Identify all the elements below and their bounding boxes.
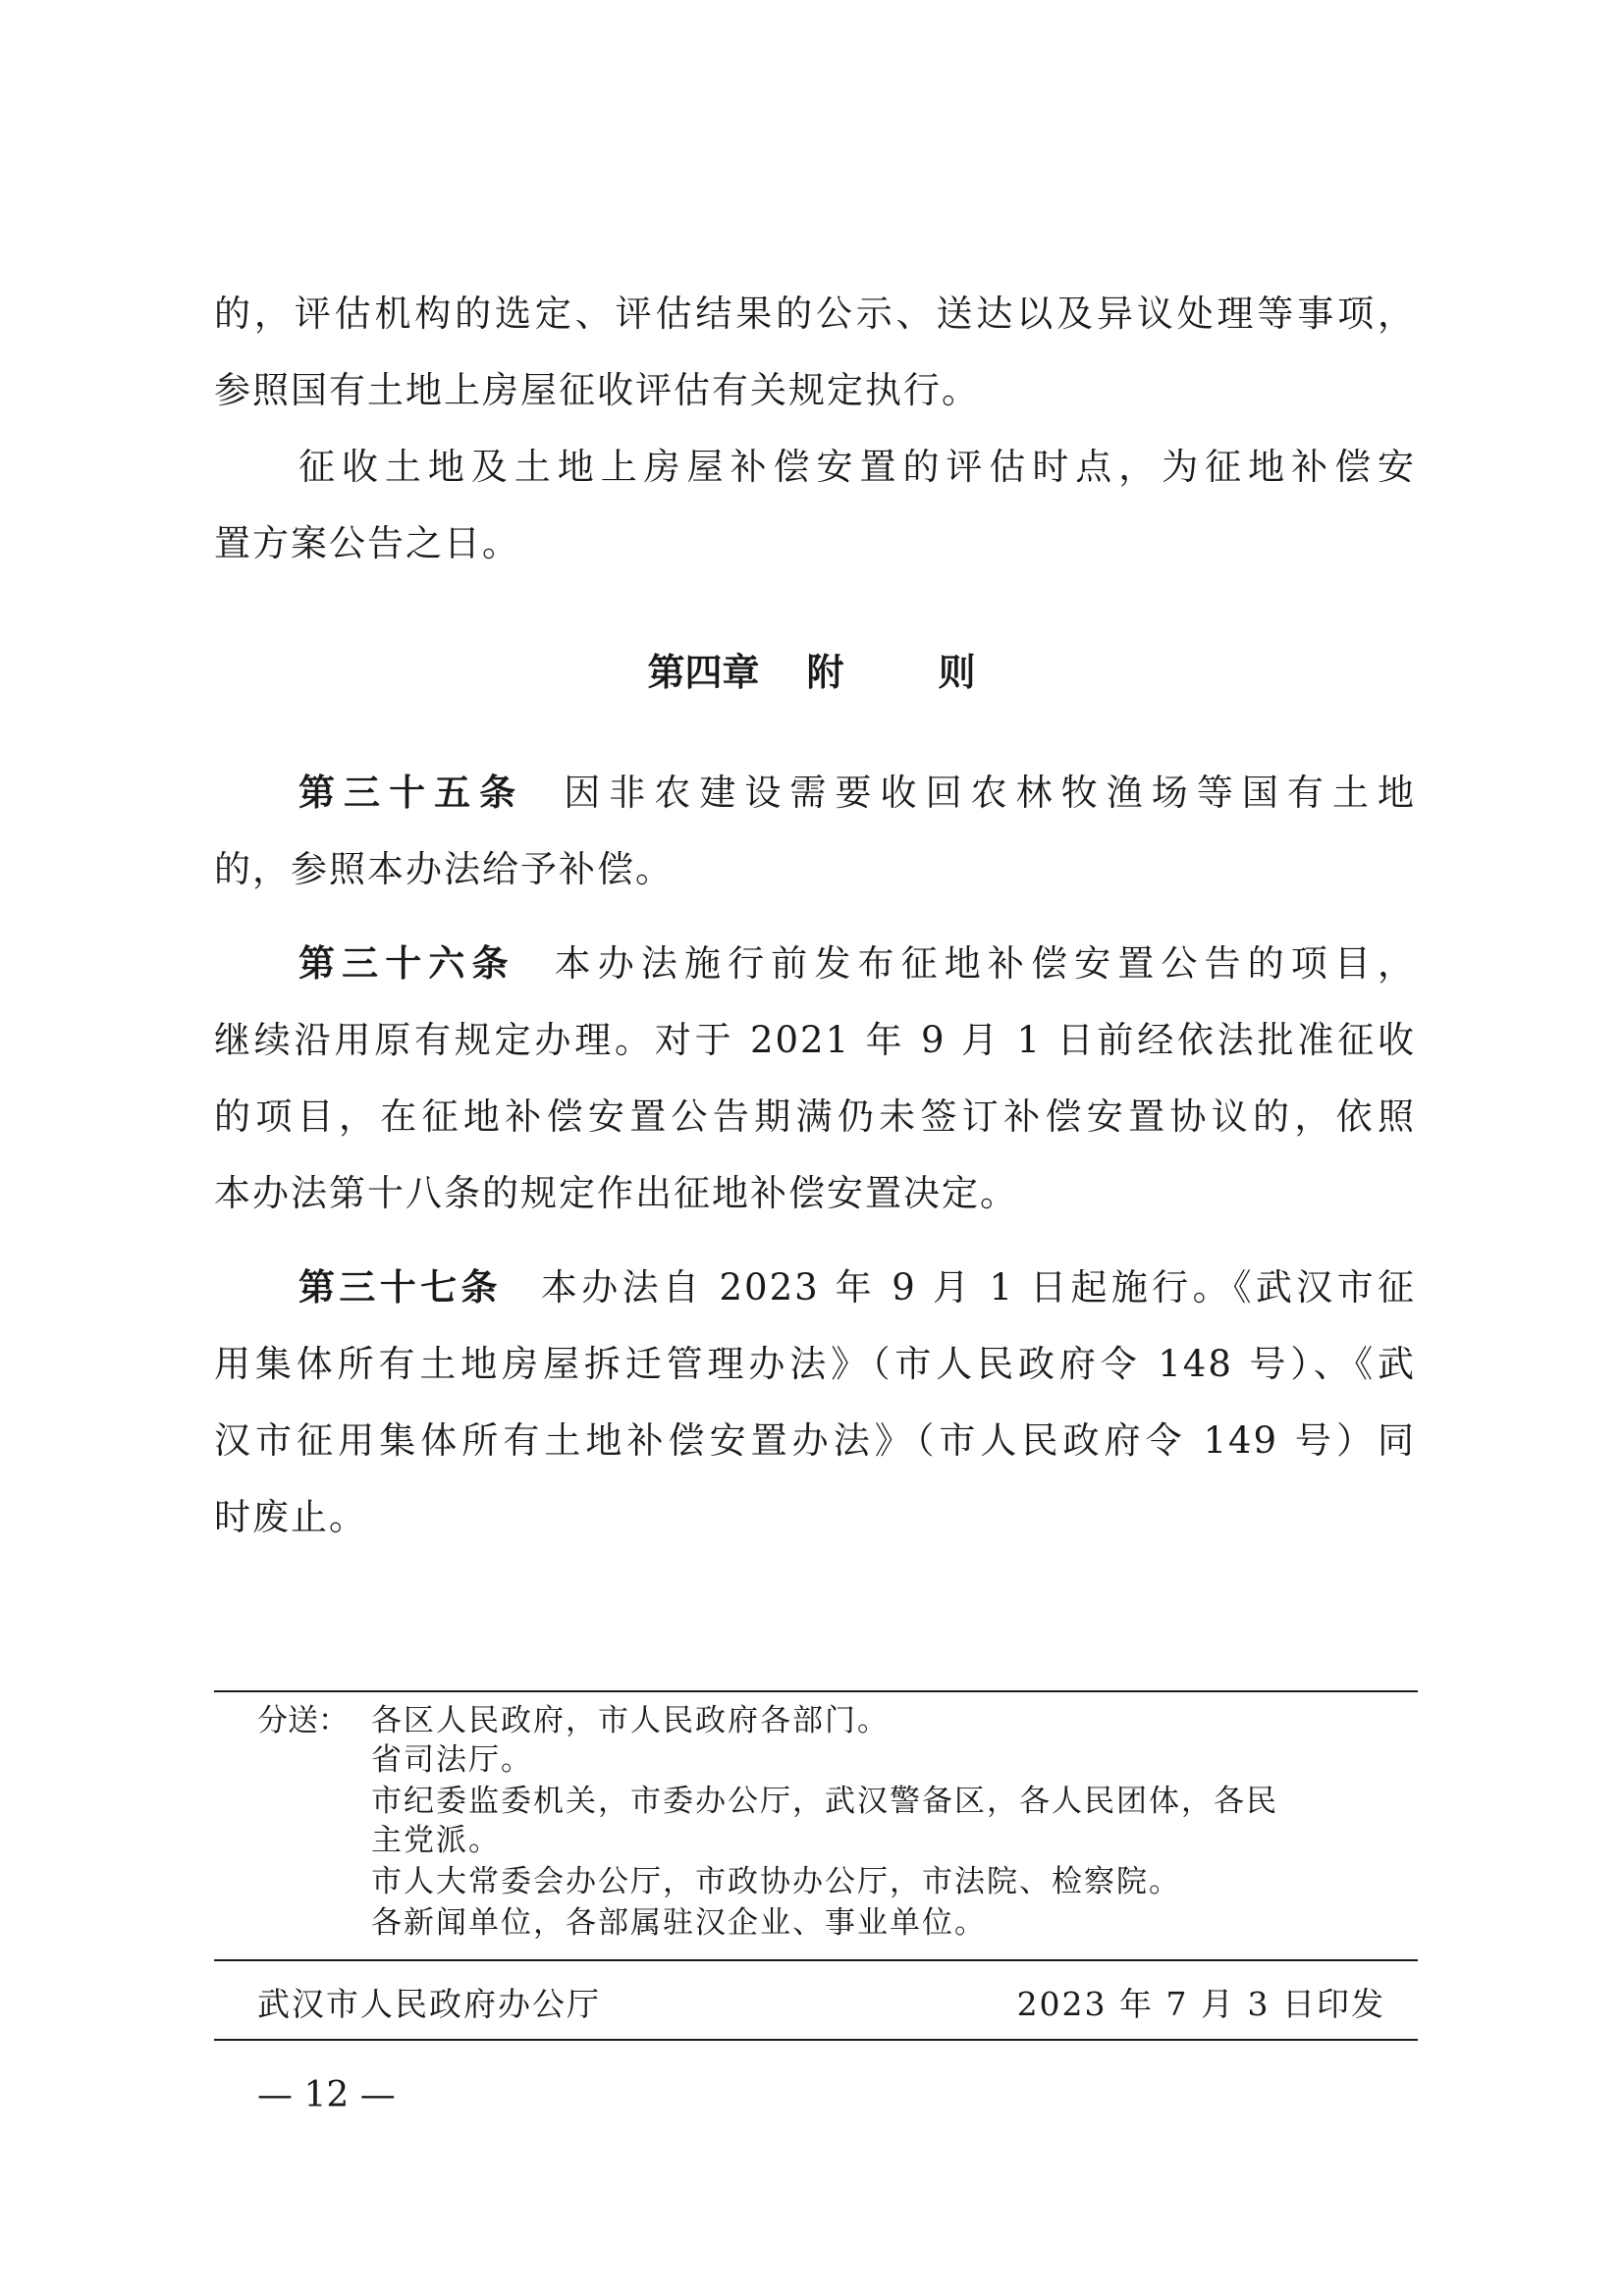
article-35-line — [298, 769, 1416, 818]
article-text: 因非农建设需要收回农林牧渔场等国有土地 — [564, 772, 1417, 814]
article-37-line — [298, 1263, 1416, 1312]
body-line: 置方案公告之日。 — [214, 522, 520, 564]
article-35-heading: 第三十五条 — [298, 772, 525, 814]
divider-bottom — [214, 2039, 1418, 2041]
body-line: 汉市征用集体所有土地补偿安置办法》（市人民政府令 149 号）同 — [214, 1419, 1416, 1462]
article-text: 本办法施行前发布征地补偿安置公告的项目， — [554, 942, 1416, 985]
body-line: 本办法第十八条的规定作出征地补偿安置决定。 — [214, 1172, 1018, 1214]
article-36-line — [298, 939, 1416, 988]
issue-date: 2023 年 7 月 3 日印发 — [1016, 1985, 1385, 2023]
distribution-item: 主党派。 — [371, 1823, 501, 1858]
body-line: 参照国有土地上房屋征收评估有关规定执行。 — [214, 369, 980, 411]
body-line: 用集体所有土地房屋拆迁管理办法》（市人民政府令 148 号）、《武 — [214, 1343, 1416, 1385]
body-line: 时废止。 — [214, 1496, 367, 1538]
body-line: 的项目，在征地补偿安置公告期满仍未签订补偿安置协议的，依照 — [214, 1095, 1416, 1138]
body-line: 继续沿用原有规定办理。对于 2021 年 9 月 1 日前经依法批准征收 — [214, 1019, 1416, 1061]
chapter-heading — [0, 648, 1623, 697]
distribution-item: 市纪委监委机关，市委办公厅，武汉警备区，各人民团体，各民 — [371, 1784, 1278, 1819]
article-text: 本办法自 2023 年 9 月 1 日起施行。《武汉市征 — [540, 1266, 1417, 1308]
chapter-number: 第四章 — [647, 651, 760, 694]
page-number: — 12 — — [257, 2075, 396, 2115]
issuer: 武汉市人民政府办公厅 — [257, 1985, 601, 2023]
article-37-heading: 第三十七条 — [298, 1266, 502, 1308]
distribution-item: 省司法厅。 — [371, 1742, 533, 1778]
chapter-title-part: 附 — [806, 651, 844, 694]
divider-top — [214, 1690, 1418, 1692]
divider-middle — [214, 1959, 1418, 1961]
distribution-item: 各区人民政府，市人民政府各部门。 — [371, 1703, 890, 1738]
body-line: 的，评估机构的选定、评估结果的公示、送达以及异议处理等事项， — [214, 293, 1416, 335]
body-line: 征收土地及土地上房屋补偿安置的评估时点，为征地补偿安 — [298, 446, 1416, 488]
body-line: 的，参照本办法给予补偿。 — [214, 848, 674, 890]
distribution-label: 分送： — [257, 1703, 349, 1738]
chapter-title-part: 则 — [938, 651, 976, 694]
distribution-item: 市人大常委会办公厅，市政协办公厅，市法院、检察院。 — [371, 1864, 1181, 1899]
article-36-heading: 第三十六条 — [298, 942, 515, 985]
distribution-item: 各新闻单位，各部属驻汉企业、事业单位。 — [371, 1905, 987, 1941]
